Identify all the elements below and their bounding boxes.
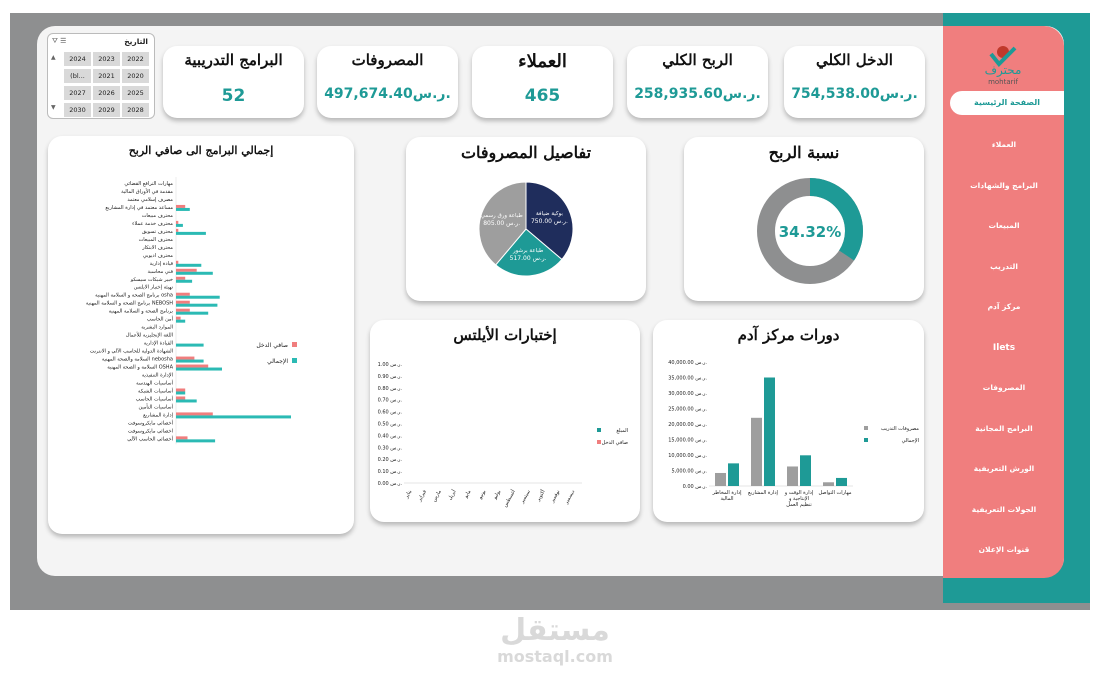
kpi-value: 497,674.40ر.س.	[324, 86, 451, 102]
category-label: أساسيات الهندسة	[136, 380, 173, 387]
year-option[interactable]: 2023	[93, 52, 120, 66]
year-option[interactable]: 2026	[93, 86, 120, 100]
bar-total	[176, 439, 215, 442]
programs-profit-title: إجمالي البرامج الى صافي الربح	[128, 144, 274, 157]
nav-item-5[interactable]: Ilets	[992, 342, 1016, 353]
programs-profit-card	[48, 136, 354, 534]
year-option[interactable]: 2028	[122, 103, 149, 117]
category-label: أخصائي مايكروسوفت	[127, 420, 173, 427]
kpi-value: 754,538.00ر.س.	[791, 86, 918, 102]
ielts-title: إختبارات الأيلتس	[453, 326, 557, 344]
bar-total	[176, 272, 213, 275]
filter-icon[interactable]: ⛛ ☰	[52, 37, 67, 45]
category-label: أساسيات التأمين	[138, 404, 173, 411]
y-tick-label: 40,000.00 ر.س.	[668, 360, 707, 366]
category-label: اخصائي مايكروسوفت	[127, 428, 173, 435]
y-tick-label: 0.90 ر.س.	[377, 373, 402, 380]
bar-net	[176, 317, 181, 320]
category-label: اللغة الإنجليزية للأعمال	[125, 332, 173, 339]
pie-slice-label: طباعة برشور	[512, 247, 544, 254]
bar-total	[176, 391, 185, 394]
x-tick-label: يونيو	[477, 489, 488, 501]
bar-total	[176, 224, 183, 227]
category-label: السلامة و الصحة المهنية OSHA	[107, 364, 173, 371]
year-option[interactable]: 2030	[64, 103, 91, 117]
x-tick-label: أغسطس	[502, 489, 517, 509]
bar-expense	[715, 473, 726, 486]
y-tick-label: 15,000.00 ر.س.	[668, 437, 707, 444]
kpi-title: الدخل الكلي	[816, 51, 893, 69]
bar-total	[176, 208, 190, 211]
y-tick-label: 5,000.00 ر.س.	[671, 468, 707, 475]
category-label: مصرف إسلامي معتمد	[127, 196, 173, 203]
y-tick-label: 0.00 ر.س.	[377, 481, 402, 487]
legend-swatch	[292, 342, 297, 347]
category-label: قيادة إدارية	[149, 260, 173, 267]
profit-ratio-title: نسبة الربح	[768, 143, 840, 162]
x-tick-label: مايو	[463, 489, 473, 500]
category-label: مساعد معتمد في إدارة المشاريع	[105, 204, 173, 211]
y-tick-label: 1.00 ر.س.	[377, 362, 402, 368]
x-tick-label: يوليو	[492, 489, 503, 501]
nav-item-1[interactable]: البرامج والشهادات	[970, 180, 1038, 190]
x-tick-label-line: إدارة الوقت و	[784, 490, 814, 496]
year-option[interactable]: 2027	[64, 86, 91, 100]
watermark-latin: mostaql.com	[497, 647, 613, 666]
bar-net	[176, 412, 213, 415]
bar-net	[176, 436, 188, 439]
bar-total	[176, 368, 222, 371]
y-tick-label: 0.40 ر.س.	[377, 433, 402, 440]
kpi-card	[317, 46, 458, 118]
bar-net	[176, 221, 178, 224]
adam-courses-title: دورات مركز آدم	[737, 326, 840, 344]
bar-net	[176, 357, 194, 360]
nav-item-2[interactable]: المبيعات	[988, 221, 1020, 230]
x-tick-label-line: إدارة المخاطر	[712, 490, 742, 496]
logo-icon	[963, 40, 1043, 88]
legend-label: مصروفات التدريب	[880, 426, 919, 432]
logo-text: محترف	[984, 63, 1022, 77]
legend-label: المبلغ	[616, 428, 628, 434]
category-label: تهيئة إختبار الايلتس	[133, 284, 173, 291]
brand-logo	[963, 40, 1043, 88]
bar-net	[176, 269, 197, 272]
pie-slice-value: 750.00 ر.س.	[530, 218, 568, 226]
y-tick-label: 0.70 ر.س.	[377, 397, 402, 404]
bar-net	[176, 293, 190, 296]
bar-total	[176, 320, 185, 323]
year-option[interactable]: 2021	[93, 69, 120, 83]
x-tick-label: ديسمبر	[563, 489, 577, 506]
x-tick-label-line: إدارة المشاريع	[748, 490, 778, 496]
y-tick-label: 0.60 ر.س.	[377, 409, 402, 416]
category-label: برنامج الصحة و السلامة المهنية NEBOSH	[85, 300, 173, 307]
kpi-value: 52	[221, 86, 246, 106]
x-tick-label-line: المالية	[720, 496, 734, 502]
x-tick-label-line: الإنتاجية و	[789, 496, 809, 502]
kpi-card	[163, 46, 304, 118]
year-option[interactable]: 2024	[64, 52, 91, 66]
bar-expense	[787, 466, 798, 486]
category-label: محترف المبيعات	[138, 236, 173, 243]
x-tick-label: نوفمبر	[549, 489, 562, 504]
y-tick-label: 0.30 ر.س.	[377, 445, 402, 452]
bar-total	[176, 344, 204, 347]
category-label: محترف الابتكار	[142, 244, 173, 251]
bar-total	[176, 304, 217, 307]
year-option[interactable]: (bl...	[64, 69, 91, 83]
bar-net	[176, 261, 178, 264]
y-tick-label: 10,000.00 ر.س.	[668, 453, 707, 459]
watermark-arabic: مستقل	[500, 613, 610, 648]
bar-expense	[823, 482, 834, 486]
bar-total	[176, 280, 192, 283]
bar-total	[764, 378, 775, 487]
kpi-value: 465	[524, 86, 561, 106]
pie-slice-label: بوكية ضيافة	[535, 211, 563, 218]
logo-sub: mohtarif	[988, 78, 1018, 86]
legend-label: الإجمالي	[901, 438, 919, 444]
nav-item-0[interactable]: العملاء	[991, 140, 1017, 149]
bar-net	[176, 309, 190, 312]
pie-slice-label: طباعة ورق رسمي	[480, 213, 523, 220]
bar-total	[836, 478, 847, 486]
y-tick-label: 0.10 ر.س.	[377, 469, 402, 476]
bar-net	[176, 229, 178, 232]
programs-profit-chart	[48, 136, 354, 534]
y-tick-label: 30,000.00 ر.س.	[668, 391, 707, 397]
year-option[interactable]: 2029	[93, 103, 120, 117]
kpi-card	[784, 46, 925, 118]
y-tick-label: 35,000.00 ر.س.	[668, 375, 707, 382]
nav-item-9[interactable]: الجولات التعريفية	[971, 504, 1037, 514]
x-tick-label: يناير	[403, 489, 414, 500]
category-label: الإدارة التنفيذية	[141, 372, 173, 379]
y-tick-label: 20,000.00 ر.س.	[668, 422, 707, 428]
year-option[interactable]: 2025	[122, 86, 149, 100]
kpi-card	[472, 46, 613, 118]
category-label: محترف مبيعات	[141, 212, 173, 219]
legend-swatch	[597, 440, 601, 444]
legend-swatch	[292, 358, 297, 363]
y-tick-label: 0.00 ر.س.	[682, 484, 707, 490]
year-option[interactable]: 2020	[122, 69, 149, 83]
category-label: برنامج الصحة و السلامة المهنية osha	[95, 292, 173, 299]
legend-swatch	[864, 438, 868, 442]
category-label: إدارة المشاريع	[143, 412, 173, 419]
bar-net	[176, 205, 185, 208]
legend-label: الإجمالي	[267, 358, 288, 365]
kpi-card	[627, 46, 768, 118]
y-tick-label: 0.20 ر.س.	[377, 457, 402, 464]
category-label: مقدمة في الأوراق المالية	[121, 188, 173, 195]
profit-ratio-chart	[684, 137, 924, 301]
category-label: الشهادة الدولية للحاسب الآلي و الانترنت	[89, 348, 173, 355]
nav-item-6[interactable]: المصروفات	[982, 383, 1026, 392]
legend-swatch	[864, 426, 868, 430]
x-tick-label: فبراير	[416, 489, 428, 503]
x-tick-label-line: تنظيم العمل	[786, 502, 812, 508]
legend-label: صافي الدخل	[256, 342, 288, 349]
profit-ratio-value: 34.32%	[778, 223, 842, 241]
nav-item-4[interactable]: مركز آدم	[987, 302, 1021, 311]
y-tick-label: 25,000.00 ر.س.	[668, 406, 707, 413]
ielts-card	[370, 320, 640, 522]
category-label: السلامة والصحة المهنية nebosha	[101, 356, 173, 363]
nav-item-8[interactable]: الورش التعريفية	[973, 464, 1035, 473]
x-tick-label: سبتمبر	[519, 489, 532, 505]
category-label: محترف خدمة عملاء	[132, 220, 173, 227]
ielts-chart	[370, 320, 640, 522]
category-label: برنامج الصحة و السلامة المهنية	[108, 308, 173, 315]
category-label: محترف تسويق	[142, 228, 173, 235]
expenses-detail-title: تفاصيل المصروفات	[460, 143, 592, 162]
date-filter-title: التاريخ	[124, 37, 148, 46]
category-label: الموارد البشرية	[141, 324, 173, 331]
nav-item-3[interactable]: التدريب	[990, 261, 1018, 271]
kpi-title: المصروفات	[351, 51, 424, 69]
category-label: مهارات الترافع القضائي	[124, 181, 173, 187]
kpi-title: البرامج التدريبية	[184, 51, 283, 69]
x-tick-label-line: مهارات التواصل	[818, 490, 852, 496]
category-label: أساسيات الحاسب	[135, 396, 173, 403]
bar-net	[176, 277, 185, 280]
bar-net	[176, 365, 208, 368]
adam-courses-card	[653, 320, 924, 522]
expenses-detail-card	[406, 137, 646, 301]
kpi-title: الربح الكلي	[662, 51, 733, 69]
y-tick-label: 0.80 ر.س.	[377, 385, 402, 392]
nav-item-10[interactable]: قنوات الإعلان	[978, 545, 1030, 554]
date-filter[interactable]	[47, 33, 155, 119]
year-option[interactable]: 2022	[122, 52, 149, 66]
x-tick-label: مارس	[431, 489, 443, 504]
bar-total	[176, 399, 197, 402]
category-label: أمن الحاسب	[146, 316, 173, 323]
bar-total	[176, 296, 220, 299]
bar-expense	[751, 418, 762, 486]
nav-item-7[interactable]: البرامج المجانية	[975, 423, 1033, 433]
pie-slice-value: 805.00 ر.س.	[483, 220, 521, 228]
adam-courses-chart	[653, 320, 924, 522]
bar-total	[728, 463, 739, 486]
expenses-pie-chart	[406, 137, 646, 301]
scroll-up-icon[interactable]: ▲	[51, 54, 56, 61]
bar-net	[176, 388, 185, 391]
category-label: خبير شبكات سيسكو	[130, 276, 173, 283]
bar-total	[176, 312, 208, 315]
kpi-title: العملاء	[518, 51, 567, 72]
legend-label: صافي الدخل	[601, 440, 628, 446]
bar-total	[176, 264, 201, 267]
bar-net	[176, 396, 185, 399]
scroll-down-icon[interactable]: ▼	[51, 104, 56, 111]
y-tick-label: 0.50 ر.س.	[377, 421, 402, 428]
bar-net	[176, 301, 190, 304]
profit-ratio-card	[684, 137, 924, 301]
legend-swatch	[597, 428, 601, 432]
x-tick-label: أبريل	[447, 489, 458, 502]
category-label: محترف اديوبي	[142, 252, 173, 259]
pie-slice-value: 517.00 ر.س.	[509, 254, 547, 262]
nav-item-home[interactable]: الصفحة الرئيسية	[950, 91, 1064, 115]
category-label: فني محاسبة	[147, 268, 173, 275]
category-label: أساسيات الشبكة	[138, 388, 173, 395]
bar-total	[800, 455, 811, 486]
bar-total	[176, 232, 206, 235]
bar-total	[176, 415, 291, 418]
watermark	[470, 615, 640, 666]
bar-total	[176, 360, 204, 363]
kpi-value: 258,935.60ر.س.	[634, 86, 761, 102]
x-tick-label: أكتوبر	[535, 489, 547, 503]
category-label: القيادة الإدارية	[143, 340, 173, 347]
category-label: أخصائي الحاسب الآلي	[127, 436, 173, 443]
